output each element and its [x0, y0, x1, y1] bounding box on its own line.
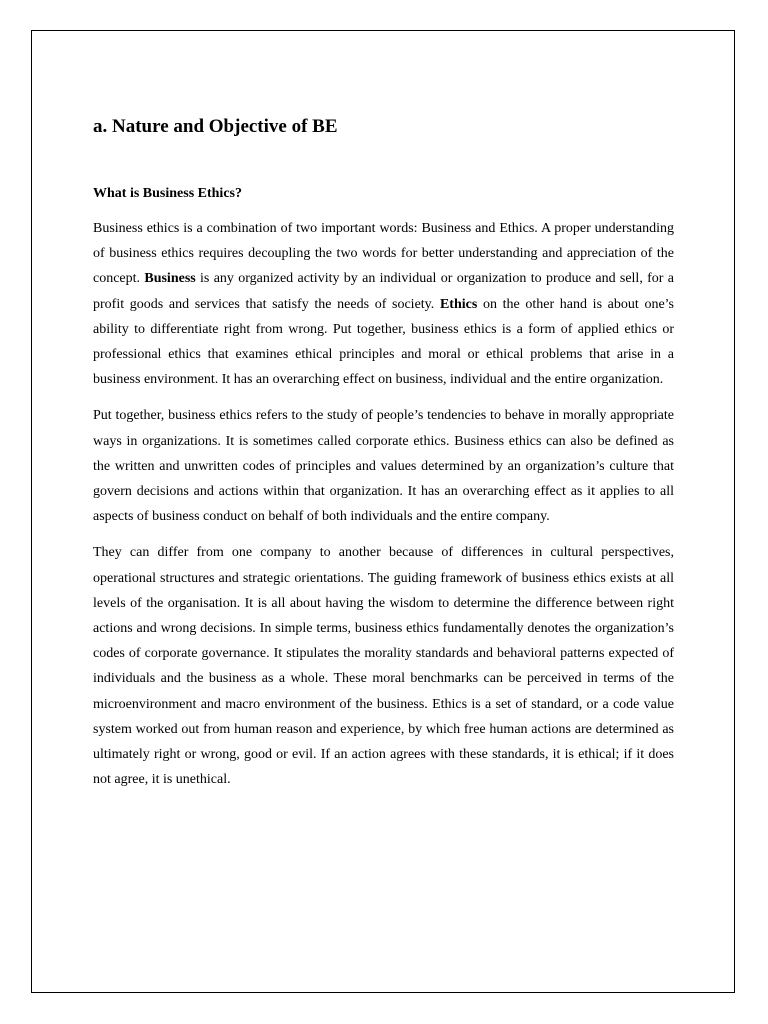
paragraph-3: They can differ from one company to another because of differences in cultural perspectives, operational structures and strategic orientations. The guiding framework of business ethics exists at all levels of the organisation. It is all about having the wisdom to determine the difference between right actions and wrong decisions. In simple terms, business ethics fundamentally denotes the organization’s codes of corporate governance. It stipulates the morality standards and behavioral patterns expected of individuals and the business as a whole. These moral benchmarks can be perceived in terms of the microenvironment and macro environment of the business. Ethics is a set of standard, or a code value system worked out from human reason and experience, by which free human actions are determined as ultimately right or wrong, good or evil. If an action agrees with these standards, it is ethical; if it does not agree, it is unethical.	[93, 545, 674, 788]
bold-term-ethics: Ethics	[439, 296, 478, 312]
paragraph-1	[93, 216, 674, 392]
paragraph-1-text-c: on the other hand is about one’s ability to differentiate right from wrong. Put together, business ethics is a form of applied ethics or professional ethics that examines ethical principles and moral or ethical problems that arise in a business environment. It has an overarching effect on business, individual and the entire organization.	[93, 296, 675, 388]
section-title: a. Nature and Objective of BE	[93, 116, 338, 137]
subheading: What is Business Ethics?	[93, 186, 242, 201]
bold-term-business: Business	[144, 271, 196, 287]
document-content	[93, 113, 674, 792]
paragraph-2: Put together, business ethics refers to the study of people’s tendencies to behave in morally appropriate ways in organizations. It is sometimes called corporate ethics. Business ethics can also be defined as the written and unwritten codes of principles and values determined by an organization’s culture that govern decisions and actions within that organization. It has an overarching effect as it applies to all aspects of business conduct on behalf of both individuals and the entire company.	[93, 408, 674, 525]
paragraph-1-text-a: Business ethics is a combination of two important words: Business and Ethics. A proper understanding of business ethics requires decoupling the two words for better understanding and appreciation of the concept.	[93, 221, 674, 287]
paragraph-1-text-b: is any organized activity by an individual or organization to produce and sell, for a profit goods and services that satisfy the needs of society.	[93, 271, 674, 312]
